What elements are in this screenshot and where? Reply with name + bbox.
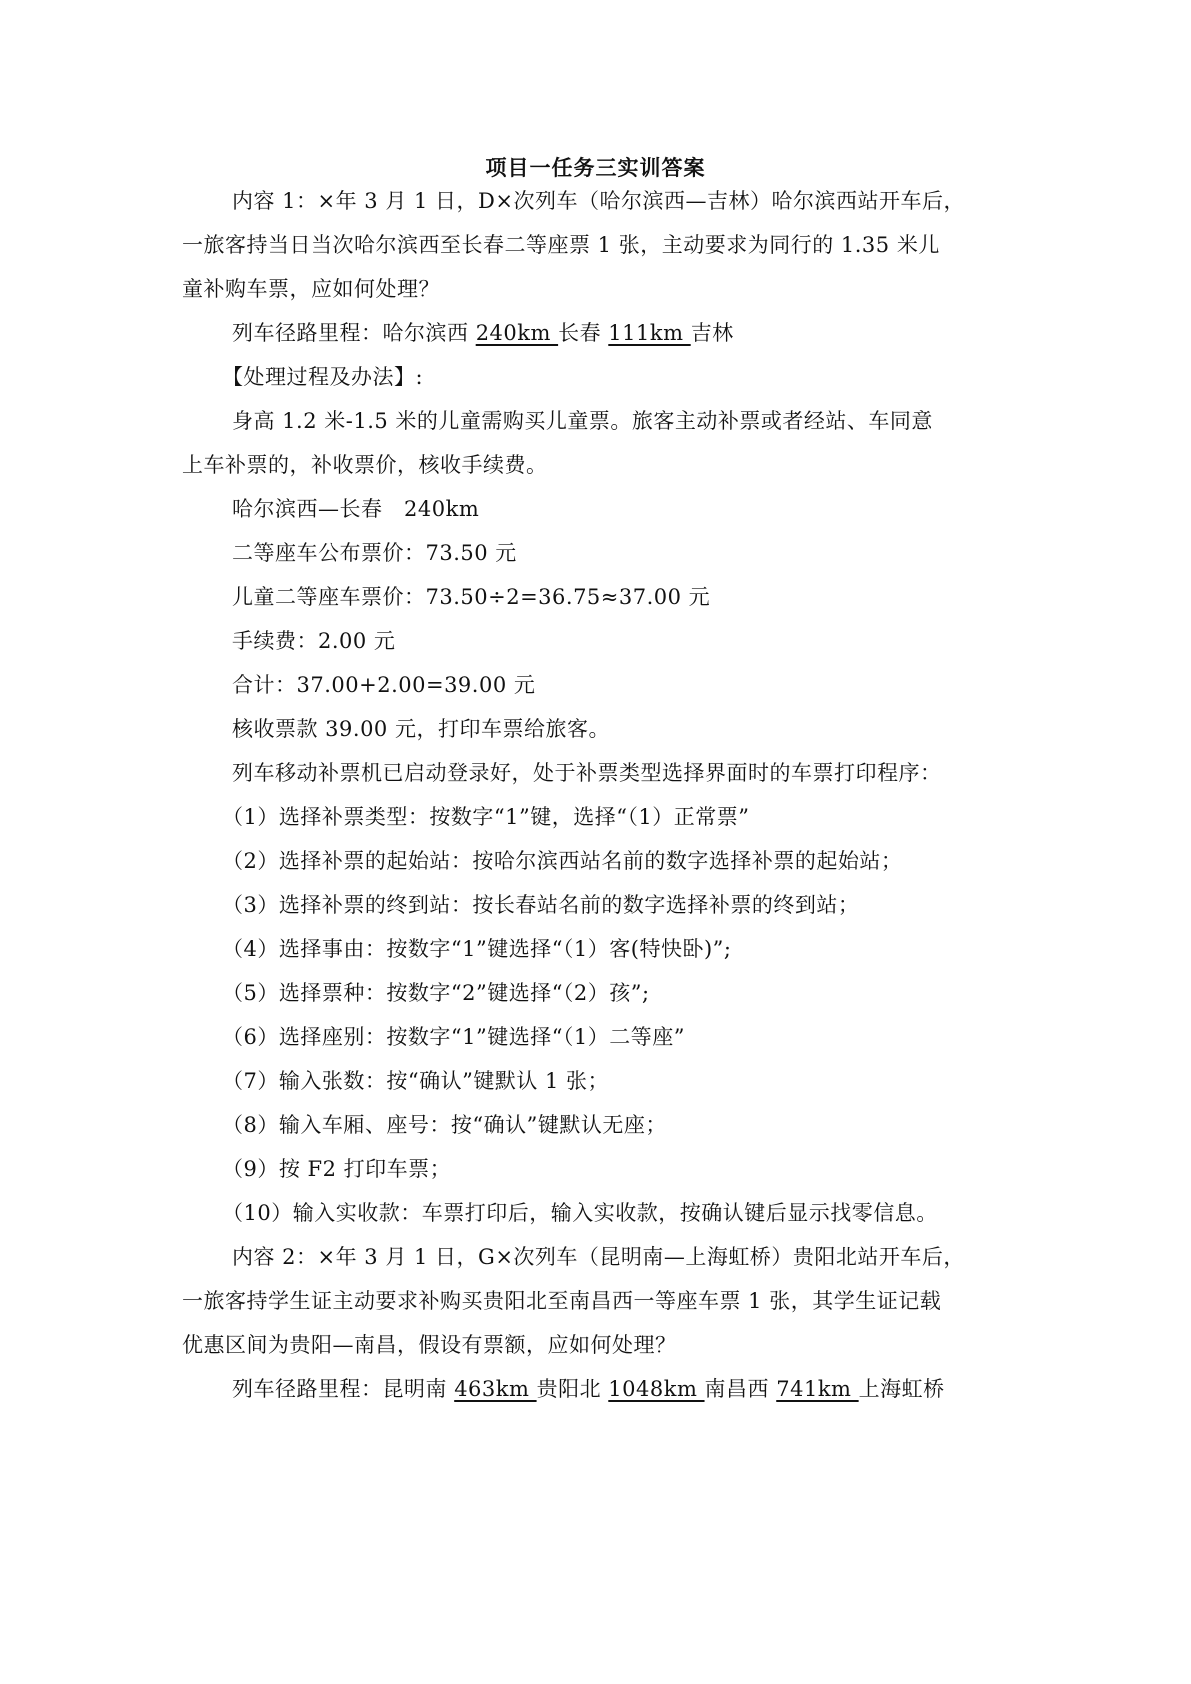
- section-distance: 哈尔滨西—长春 240km: [232, 497, 480, 521]
- rule-line-2: 上车补票的，补收票价，核收手续费。: [182, 453, 548, 477]
- content1-line-3: 童补购车票，应如何处理？: [182, 277, 440, 301]
- total-amount: 合计：37.00+2.00=39.00 元: [232, 673, 536, 697]
- handling-fee: 手续费：2.00 元: [232, 629, 396, 653]
- route-segment-distance: 111km: [608, 321, 691, 345]
- content2-route-mileage: [232, 1374, 945, 1404]
- step-1: （1）选择补票类型：按数字“1”键，选择“（1）正常票”: [222, 805, 750, 829]
- step-8: （8）输入车厢、座号：按“确认”键默认无座；: [222, 1113, 667, 1137]
- child-fare: 儿童二等座车票价：73.50÷2=36.75≈37.00 元: [232, 585, 711, 609]
- route-segment-distance: 741km: [776, 1377, 859, 1401]
- content1-line-1: 内容 1：×年 3 月 1 日，D×次列车（哈尔滨西—吉林）哈尔滨西站开车后，: [232, 189, 965, 213]
- content1-route-mileage: [232, 318, 734, 348]
- step-2: （2）选择补票的起始站：按哈尔滨西站名前的数字选择补票的起始站；: [222, 849, 903, 873]
- route-station: 吉林: [690, 321, 734, 345]
- route-station: 贵阳北: [536, 1377, 609, 1401]
- route-segment-distance: 1048km: [608, 1377, 705, 1401]
- route-station: 上海虹桥: [858, 1377, 945, 1401]
- route-segment-distance: 463km: [454, 1377, 537, 1401]
- route-label: 列车径路里程：哈尔滨西: [232, 321, 476, 345]
- step-4: （4）选择事由：按数字“1”键选择“（1）客(特快卧)”;: [222, 937, 732, 961]
- step-7: （7）输入张数：按“确认”键默认 1 张；: [222, 1069, 610, 1093]
- public-fare: 二等座车公布票价：73.50 元: [232, 541, 517, 565]
- route-station: 南昌西: [704, 1377, 777, 1401]
- collect-payment: 核收票款 39.00 元，打印车票给旅客。: [232, 717, 610, 741]
- rule-line-1: 身高 1.2 米-1.5 米的儿童需购买儿童票。旅客主动补票或者经站、车同意: [232, 409, 933, 433]
- route-label: 列车径路里程：昆明南: [232, 1377, 455, 1401]
- content2-line-3: 优惠区间为贵阳—南昌，假设有票额，应如何处理？: [182, 1333, 677, 1357]
- step-5: （5）选择票种：按数字“2”键选择“（2）孩”;: [222, 981, 650, 1005]
- step-6: （6）选择座别：按数字“1”键选择“（1）二等座”: [222, 1025, 686, 1049]
- process-heading: 【处理过程及办法】:: [222, 365, 424, 389]
- content2-line-2: 一旅客持学生证主动要求补购买贵阳北至南昌西一等座车票 1 张，其学生证记载: [182, 1289, 942, 1313]
- content1-line-2: 一旅客持当日当次哈尔滨西至长春二等座票 1 张，主动要求为同行的 1.35 米儿: [182, 233, 940, 257]
- route-segment-distance: 240km: [475, 321, 559, 345]
- route-station: 长春: [558, 321, 609, 345]
- document-title: 项目一任务三实训答案: [485, 155, 706, 180]
- content2-line-1: 内容 2：×年 3 月 1 日，G×次列车（昆明南—上海虹桥）贵阳北站开车后，: [232, 1245, 965, 1269]
- procedure-intro: 列车移动补票机已启动登录好，处于补票类型选择界面时的车票打印程序：: [232, 761, 942, 785]
- step-9: （9）按 F2 打印车票；: [222, 1157, 452, 1181]
- step-3: （3）选择补票的终到站：按长春站名前的数字选择补票的终到站；: [222, 893, 860, 917]
- step-10: （10）输入实收款：车票打印后，输入实收款，按确认键后显示找零信息。: [222, 1201, 938, 1225]
